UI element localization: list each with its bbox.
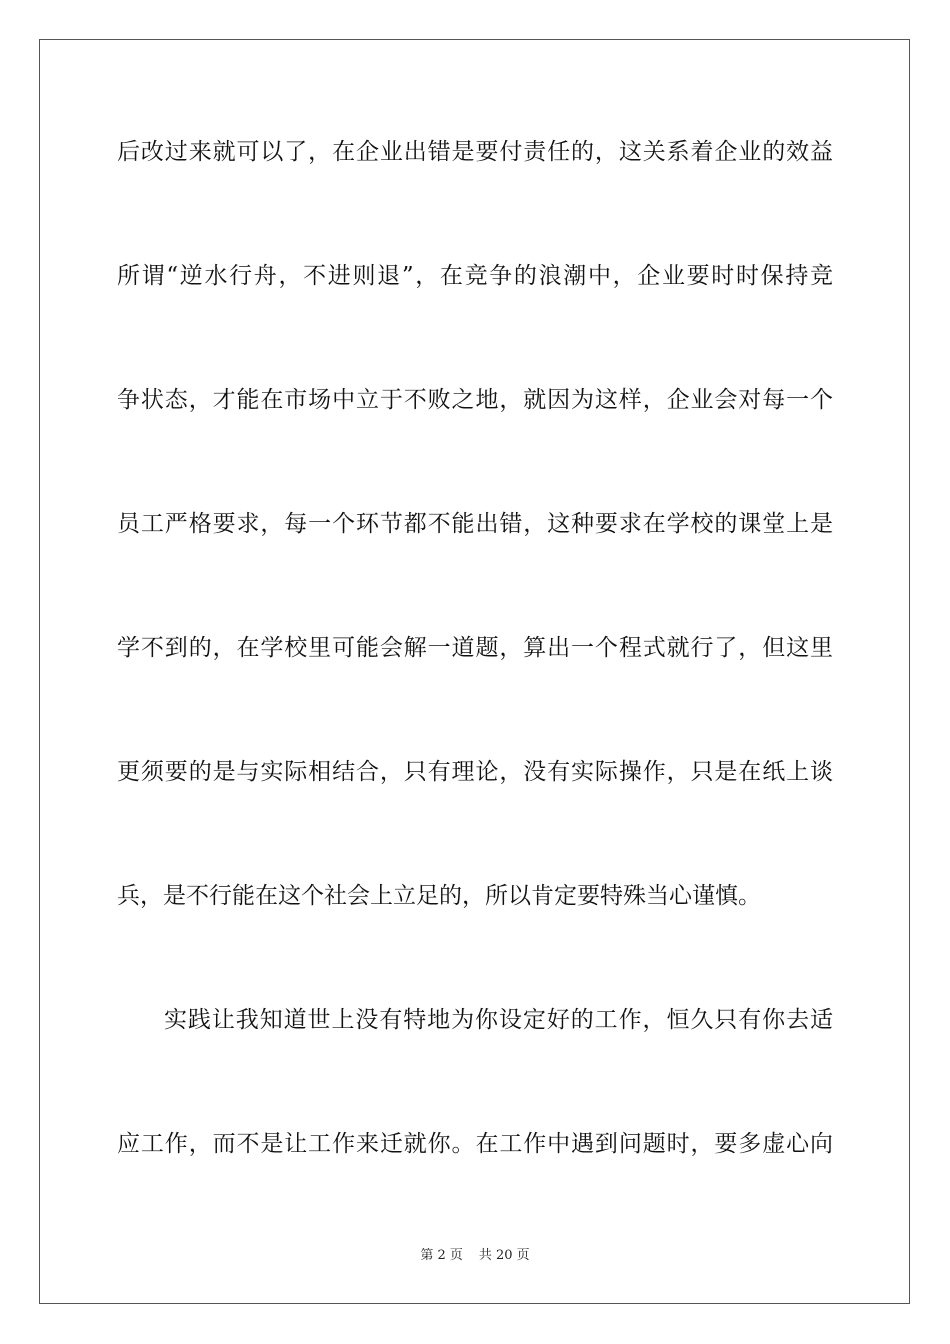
paragraph-line-8: 实践让我知道世上没有特地为你设定好的工作，恒久只有你去适 [164, 1007, 833, 1033]
paragraph-line-7: 兵，是不行能在这个社会上立足的，所以肯定要特殊当心谨慎。 [117, 883, 761, 909]
page-total: 共 20 页 [478, 1248, 530, 1263]
page-border [39, 39, 910, 1304]
paragraph-line-4: 员工严格要求，每一个环节都不能出错，这种要求在学校的课堂上是 [117, 511, 833, 537]
paragraph-line-5: 学不到的，在学校里可能会解一道题，算出一个程式就行了，但这里 [117, 635, 833, 661]
page-number: 第 2 页 [420, 1248, 463, 1263]
page-footer [0, 1248, 950, 1264]
paragraph-line-6: 更须要的是与实际相结合，只有理论，没有实际操作，只是在纸上谈 [117, 759, 833, 785]
paragraph-line-1: 后改过来就可以了，在企业出错是要付责任的，这关系着企业的效益 [117, 139, 833, 165]
paragraph-line-9: 应工作，而不是让工作来迁就你。在工作中遇到问题时，要多虚心向 [117, 1131, 833, 1157]
paragraph-line-3: 争状态，才能在市场中立于不败之地，就因为这样，企业会对每一个 [117, 387, 833, 413]
paragraph-line-2: 所谓“逆水行舟，不进则退”，在竞争的浪潮中，企业要时时保持竞 [117, 263, 833, 289]
